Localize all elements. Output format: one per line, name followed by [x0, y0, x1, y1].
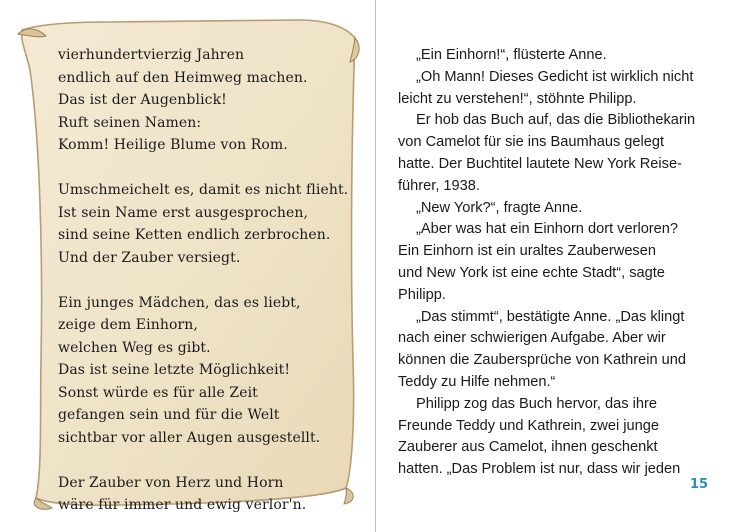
stanza-gap [58, 449, 348, 472]
prose-line: leicht zu verstehen!“, stöhnte Philipp. [398, 90, 637, 107]
prose-line: Ein Einhorn ist ein uraltes Zauberwesen [398, 243, 656, 260]
prose-line: von Camelot für sie ins Baumhaus gelegt [398, 134, 665, 151]
prose-line: Er hob das Buch auf, das die Bibliothekarin [416, 112, 696, 129]
poem-line: sichtbar vor aller Augen ausgestellt. [58, 429, 321, 446]
poem-line: welchen Weg es gibt. [58, 339, 211, 356]
prose-line: Teddy zu Hilfe nehmen.“ [398, 373, 556, 390]
stanza-gap [58, 157, 348, 180]
prose-line: Zauberer aus Camelot, ihnen geschenkt [398, 439, 658, 456]
poem-line: Der Zauber von Herz und Horn [58, 474, 284, 491]
prose-line: „Das stimmt“, bestätigte Anne. „Das klingt [416, 308, 685, 325]
poem-line: Ruft seinen Namen: [58, 114, 202, 131]
prose-line: Freunde Teddy und Kathrein, zwei junge [398, 417, 659, 434]
prose-line: und New York ist eine echte Stadt“, sagte [398, 264, 665, 281]
prose-line: „Oh Mann! Dieses Gedicht ist wirklich nicht [416, 68, 694, 85]
poem-line: sind seine Ketten endlich zerbrochen. [58, 227, 331, 243]
page-number: 15 [690, 477, 709, 492]
poem-line: Umschmeichelt es, damit es nicht flieht. [58, 182, 349, 198]
prose-line: hatte. Der Buchtitel lautete New York Reise- [398, 155, 682, 172]
poem-line: Ist sein Name erst ausgesprochen, [58, 204, 309, 221]
stanza-gap [58, 269, 348, 292]
poem-line: Sonst würde es für alle Zeit [58, 384, 258, 401]
poem-line: Und der Zauber versiegt. [58, 249, 241, 266]
prose-line: führer, 1938. [398, 177, 480, 194]
prose-line: können die Zaubersprüche von Kathrein und [398, 352, 687, 369]
poem-line: Das ist der Augenblick! [58, 92, 227, 108]
prose-text [398, 45, 698, 481]
poem-line: endlich auf den Heimweg machen. [58, 69, 308, 86]
prose-line: Philipp zog das Buch hervor, das ihre [416, 395, 657, 412]
poem-line: gefangen sein und für die Welt [58, 407, 280, 423]
poem [58, 44, 348, 517]
prose-line: nach einer schwierigen Aufgabe. Aber wir [398, 330, 666, 347]
prose-line: Philipp. [398, 286, 446, 303]
poem-line: Komm! Heilige Blume von Rom. [58, 137, 288, 153]
poem-line: Ein junges Mädchen, das es liebt, [58, 294, 301, 311]
poem-line: zeige dem Einhorn, [58, 317, 198, 333]
prose-line: „New York?“, fragte Anne. [416, 199, 583, 216]
poem-line: vierhundertvierzig Jahren [58, 47, 245, 63]
poem-line: Das ist seine letzte Möglichkeit! [58, 362, 291, 378]
poem-line: wäre für immer und ewig verlor'n. [58, 497, 307, 513]
prose-line: „Aber was hat ein Einhorn dort verloren? [416, 221, 679, 238]
prose-line: „Ein Einhorn!“, flüsterte Anne. [416, 47, 607, 63]
prose-line: hatten. „Das Problem ist nur, dass wir jeden [398, 461, 681, 478]
